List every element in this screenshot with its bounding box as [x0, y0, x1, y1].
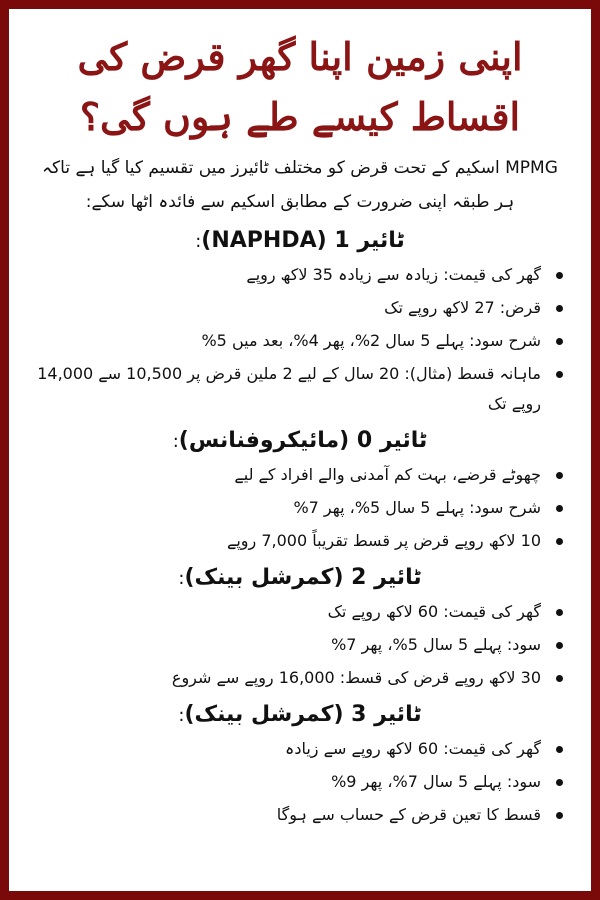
list-item [37, 630, 563, 660]
tier-section [37, 423, 563, 556]
tier-heading-text: ٹائیر 1 (NAPHDA) [201, 228, 405, 253]
list-item [37, 734, 563, 764]
bullet-dot-icon [556, 642, 563, 649]
tier-heading [37, 560, 563, 597]
list-item [37, 460, 563, 490]
list-item-text: گھر کی قیمت: زیادہ سے زیادہ 35 لاکھ روپے [246, 265, 541, 284]
page-title: اپنی زمین اپنا گھر قرض کی اقساط کیسے طے ہوں گی؟ [77, 34, 523, 139]
list-item-text: چھوٹے قرضے، بہت کم آمدنی والے افراد کے لیے [234, 465, 541, 484]
list-item-text: قرض: 27 لاکھ روپے تک [384, 298, 541, 317]
list-item-text: شرح سود: پہلے 5 سال 5%، پھر 7% [293, 498, 541, 517]
bullet-dot-icon [556, 538, 563, 545]
list-item [37, 526, 563, 556]
bullet-dot-icon [556, 272, 563, 279]
list-item-text: 30 لاکھ روپے قرض کی قسط: 16,000 روپے سے شروع [171, 668, 541, 687]
tier-list [37, 223, 563, 830]
tier-heading [37, 697, 563, 734]
list-item-text: گھر کی قیمت: 60 لاکھ روپے سے زیادہ [284, 739, 541, 758]
bullet-dot-icon [556, 338, 563, 345]
list-item [37, 326, 563, 356]
bullet-dot-icon [556, 305, 563, 312]
list-item-text: سود: پہلے 5 سال 5%، پھر 7% [331, 635, 541, 654]
bullet-dot-icon [556, 779, 563, 786]
list-item [37, 597, 563, 627]
tier-bullet-list [37, 597, 563, 693]
list-item [37, 293, 563, 323]
bullet-dot-icon [556, 675, 563, 682]
list-item-text: سود: پہلے 5 سال 7%، پھر 9% [331, 772, 541, 791]
list-item [37, 767, 563, 797]
tier-heading-colon: : [178, 568, 185, 589]
bullet-dot-icon [556, 746, 563, 753]
document-body [9, 9, 591, 830]
bullet-dot-icon [556, 472, 563, 479]
tier-section [37, 223, 563, 419]
intro-paragraph: MPMG اسکیم کے تحت قرض کو مختلف ٹائیرز میں تقسیم کیا گیا ہے تاکہ ہر طبقہ اپنی ضرورت کے مطابق اسکیم سے فائدہ اٹھا سکے: [42, 158, 558, 212]
list-item-text: گھر کی قیمت: 60 لاکھ روپے تک [327, 602, 541, 621]
list-item-text: شرح سود: پہلے 5 سال 2%، پھر 4%، بعد میں 5% [201, 331, 541, 350]
list-item [37, 800, 563, 830]
tier-bullet-list [37, 460, 563, 556]
tier-section [37, 560, 563, 693]
tier-heading-colon: : [172, 431, 179, 452]
list-item-text: قسط کا تعین قرض کے حساب سے ہوگا [276, 805, 541, 824]
bullet-dot-icon [556, 609, 563, 616]
tier-heading-text: ٹائیر 0 (مائیکروفنانس) [178, 428, 428, 453]
tier-heading-colon: : [195, 231, 202, 252]
list-item-text: ماہانہ قسط (مثال): 20 سال کے لیے 2 ملین قرض پر 10,500 سے 14,000 روپے تک [37, 364, 541, 413]
tier-heading [37, 423, 563, 460]
list-item [37, 359, 563, 419]
bullet-dot-icon [556, 505, 563, 512]
bullet-dot-icon [556, 812, 563, 819]
list-item [37, 663, 563, 693]
tier-heading [37, 223, 563, 260]
tier-bullet-list [37, 260, 563, 419]
tier-heading-colon: : [178, 705, 185, 726]
list-item [37, 493, 563, 523]
tier-heading-text: ٹائیر 3 (کمرشل بینک) [184, 702, 422, 727]
tier-heading-text: ٹائیر 2 (کمرشل بینک) [184, 565, 422, 590]
list-item [37, 260, 563, 290]
tier-section [37, 697, 563, 830]
list-item-text: 10 لاکھ روپے قرض پر قسط تقریباً 7,000 روپے [226, 531, 541, 550]
bullet-dot-icon [556, 371, 563, 378]
tier-bullet-list [37, 734, 563, 830]
